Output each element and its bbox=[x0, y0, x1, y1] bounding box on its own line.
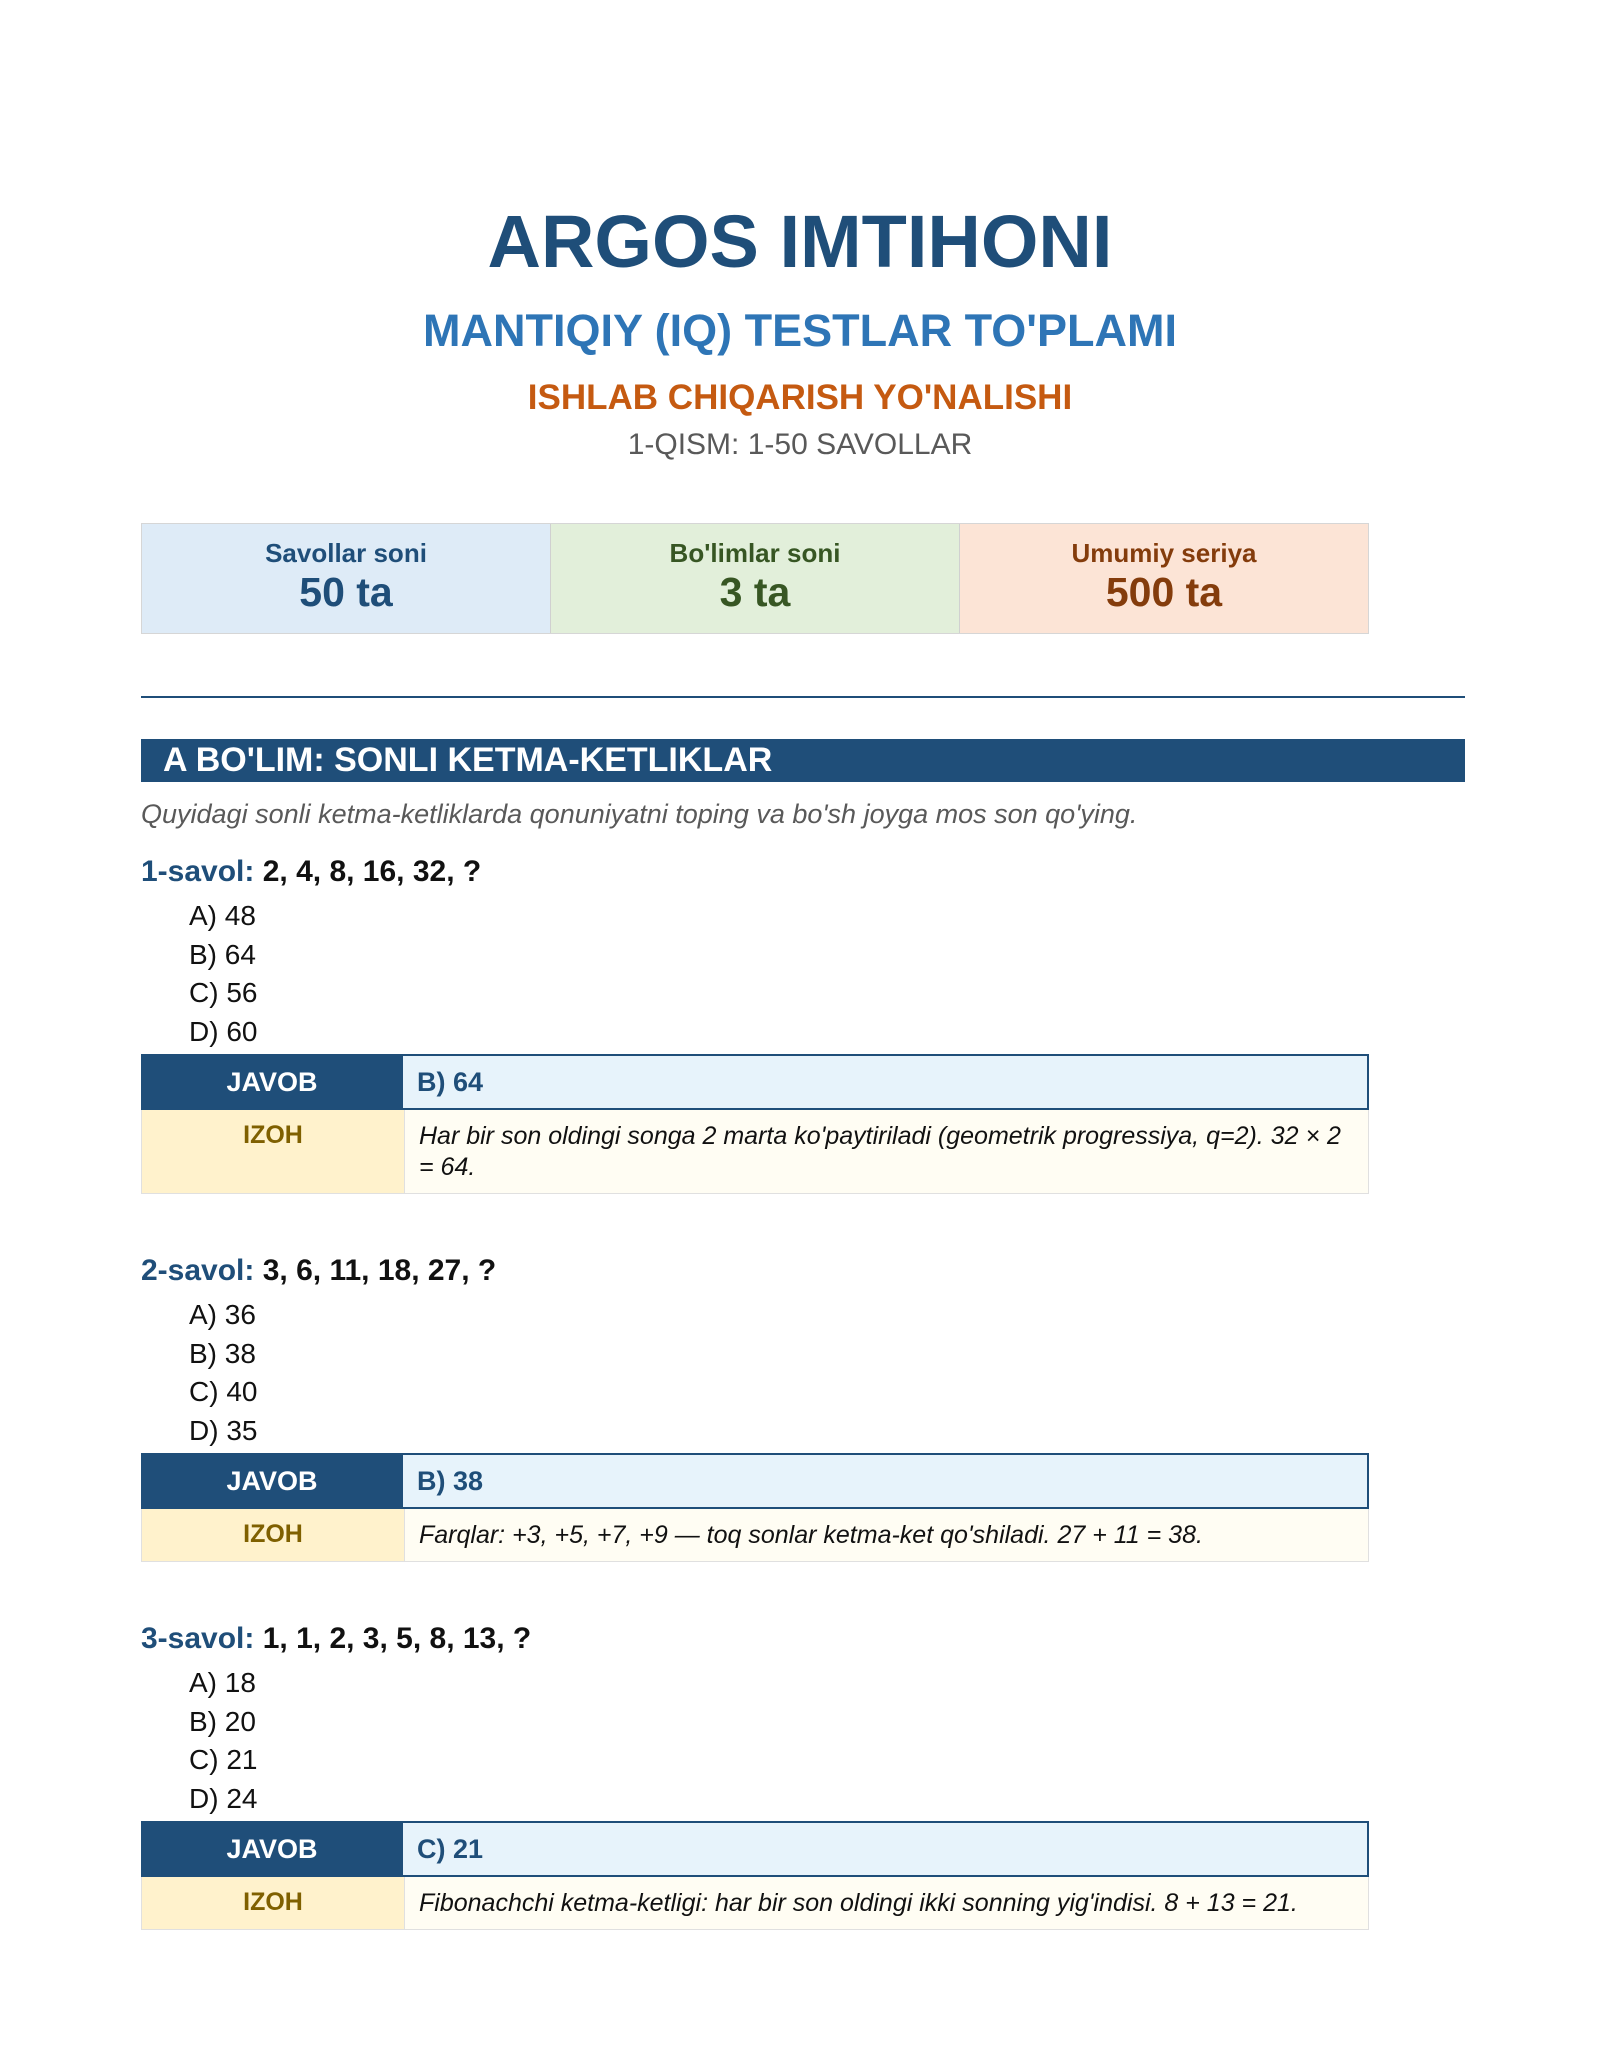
option: B) 64 bbox=[189, 938, 256, 970]
answer-row bbox=[141, 1453, 1369, 1509]
option: A) 36 bbox=[189, 1299, 256, 1330]
stat-label: Bo'limlar soni bbox=[669, 538, 841, 568]
stat-label: Savollar soni bbox=[265, 538, 427, 568]
explanation-row bbox=[141, 1877, 1369, 1930]
divider bbox=[141, 696, 1465, 698]
question-heading bbox=[141, 1624, 1369, 1664]
answer-row bbox=[141, 1821, 1369, 1877]
question-number: 2-savol: bbox=[141, 1254, 255, 1287]
question-text: 3, 6, 11, 18, 27, ? bbox=[262, 1254, 497, 1287]
section-description: Quyidagi sonli ketma-ketliklarda qonuniyatni toping va bo'sh joyga mos son qo'ying. bbox=[141, 799, 1138, 829]
answer-value: B) 38 bbox=[403, 1453, 1369, 1509]
stat-value: 500 ta bbox=[1105, 569, 1223, 615]
option: C) 21 bbox=[189, 1744, 258, 1775]
question-block bbox=[141, 1256, 1369, 1562]
explanation-row bbox=[141, 1509, 1369, 1562]
question-heading bbox=[141, 857, 1369, 897]
stat-value: 3 ta bbox=[719, 569, 791, 615]
stats-summary bbox=[141, 523, 1369, 634]
part-label: 1-QISM: 1-50 SAVOLLAR bbox=[627, 428, 973, 461]
question-block bbox=[141, 857, 1369, 1194]
option: D) 24 bbox=[189, 1782, 258, 1814]
option: B) 20 bbox=[189, 1705, 256, 1737]
explanation-text: Farqlar: +3, +5, +7, +9 — toq sonlar ketma-ket qo'shiladi. 27 + 11 = 38. bbox=[404, 1509, 1368, 1561]
document-subtitle: MANTIQIY (IQ) TESTLAR TO'PLAMI bbox=[422, 305, 1177, 356]
option: A) 48 bbox=[189, 900, 256, 931]
document-title: ARGOS IMTIHONI bbox=[487, 200, 1113, 283]
explanation-label: IZOH bbox=[142, 1509, 404, 1561]
stat-value: 50 ta bbox=[299, 569, 393, 615]
option: D) 35 bbox=[189, 1414, 258, 1446]
answer-value: B) 64 bbox=[403, 1054, 1369, 1110]
direction-label: ISHLAB CHIQARISH YO'NALISHI bbox=[527, 378, 1073, 417]
answer-label: JAVOB bbox=[141, 1054, 403, 1110]
answer-value: C) 21 bbox=[403, 1821, 1369, 1877]
question-text: 1, 1, 2, 3, 5, 8, 13, ? bbox=[262, 1622, 532, 1655]
answer-row bbox=[141, 1054, 1369, 1110]
explanation-text: Har bir son oldingi songa 2 marta ko'paytiriladi (geometrik progressiya, q=2). 32 × 2 = 64. bbox=[404, 1110, 1368, 1193]
option: C) 40 bbox=[189, 1376, 258, 1407]
answer-label: JAVOB bbox=[141, 1453, 403, 1509]
stat-label: Umumiy seriya bbox=[1071, 538, 1257, 568]
option: D) 60 bbox=[189, 1015, 258, 1047]
explanation-label: IZOH bbox=[142, 1110, 404, 1193]
question-number: 3-savol: bbox=[141, 1622, 255, 1655]
section-header: A BO'LIM: SONLI KETMA-KETLIKLAR bbox=[141, 739, 1465, 782]
stat-total-series bbox=[960, 524, 1368, 633]
stat-sections-count bbox=[551, 524, 960, 633]
question-number: 1-savol: bbox=[141, 855, 255, 888]
question-heading bbox=[141, 1256, 1369, 1296]
explanation-text: Fibonachchi ketma-ketligi: har bir son oldingi ikki sonning yig'indisi. 8 + 13 = 21. bbox=[404, 1877, 1368, 1929]
stat-questions-count bbox=[142, 524, 551, 633]
options-list bbox=[141, 1664, 1369, 1818]
option: A) 18 bbox=[189, 1667, 256, 1698]
answer-label: JAVOB bbox=[141, 1821, 403, 1877]
option: C) 56 bbox=[189, 977, 258, 1008]
question-block bbox=[141, 1624, 1369, 1930]
question-text: 2, 4, 8, 16, 32, ? bbox=[262, 855, 482, 888]
explanation-row bbox=[141, 1110, 1369, 1194]
options-list bbox=[141, 897, 1369, 1051]
options-list bbox=[141, 1296, 1369, 1450]
option: B) 38 bbox=[189, 1337, 256, 1369]
explanation-label: IZOH bbox=[142, 1877, 404, 1929]
